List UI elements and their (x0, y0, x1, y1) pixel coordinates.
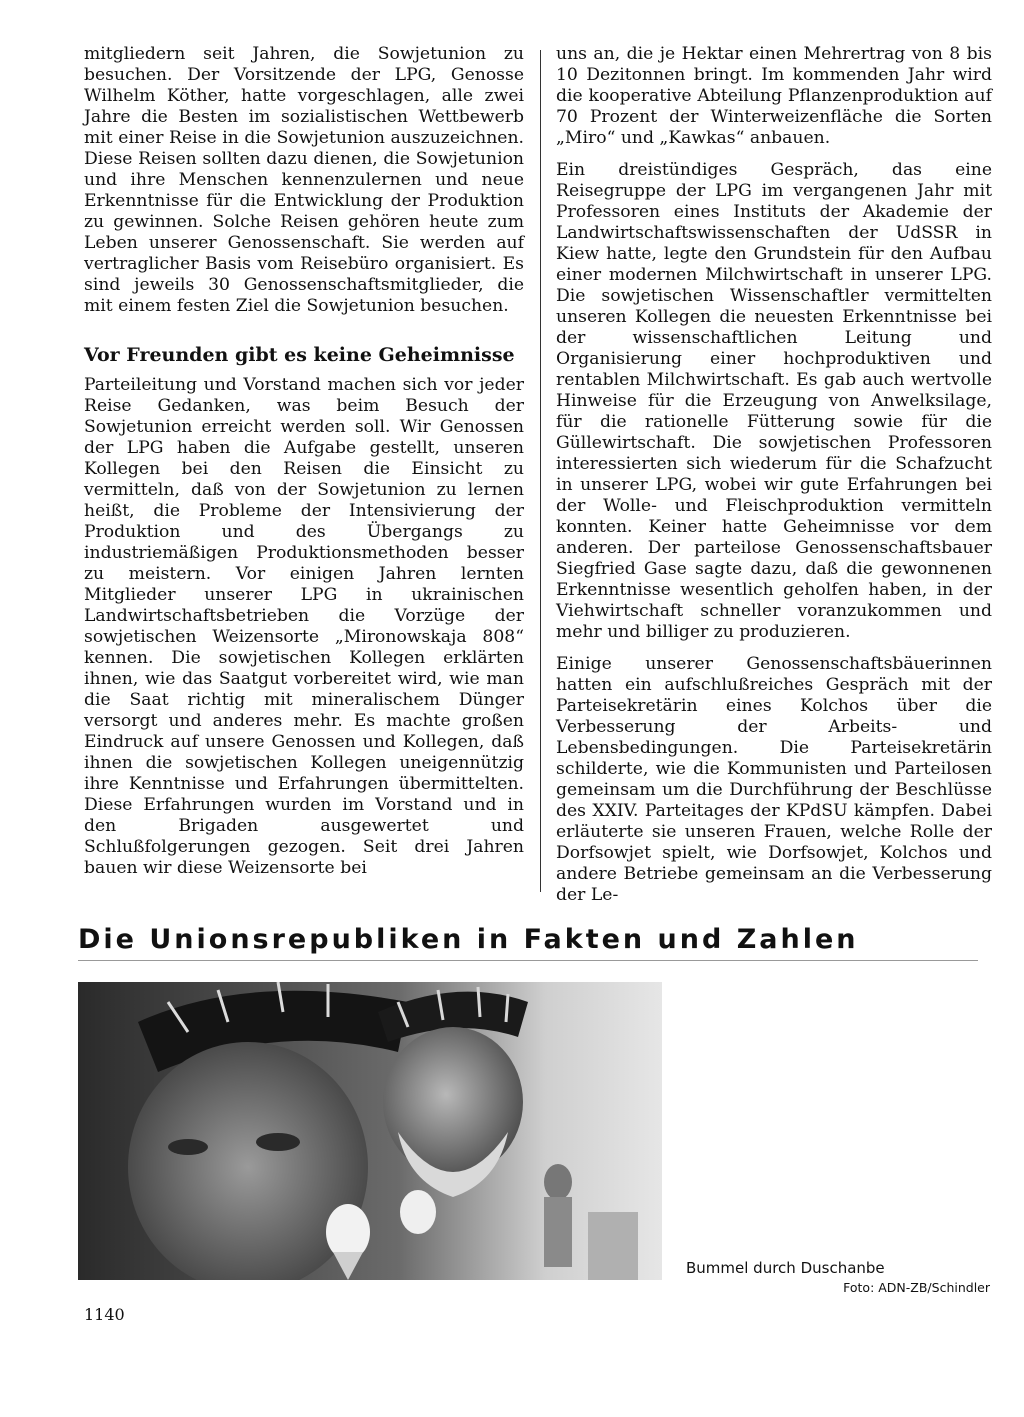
section-banner-title: Die Unionsrepubliken in Fakten und Zahlen (78, 924, 859, 955)
right-paragraph-3: Einige unserer Genossenschaftsbäuerinnen hatten ein aufschlußreiches Gespräch mit der Parteisekretärin eines Kolchos über die Verbesserung der Arbeits- und Lebensbedingungen. Die Parteisekretärin schilderte, wie die Kommunisten und Parteilosen gemeinsam um die Durchführung der Beschlüsse des XXIV. Parteitages der KPdSU kämpfen. Dabei erläuterte sie unseren Frauen, welche Rolle der Dorfsowjet spielt, wie Dorfsowjet, Kolchos und andere Betriebe gemeinsam an die Verbesserung der Le- (556, 654, 992, 905)
photo-two-men (78, 982, 662, 1280)
banner-divider (78, 960, 978, 961)
section-heading: Vor Freunden gibt es keine Geheimnisse (84, 344, 515, 366)
left-column (84, 44, 524, 879)
right-column (556, 44, 992, 906)
left-paragraph-1: mitgliedern seit Jahren, die Sowjetunion zu besuchen. Der Vorsitzende der LPG, Genosse Wilhelm Köther, hatte vorgeschlagen, alle zwei Jahre die Besten im sozialistischen Wettbewerb mit einer Reise in die Sowjetunion auszuzeichnen. Diese Reisen sollten dazu dienen, die Sowjetunion und ihre Menschen kennenzulernen und neue Erkenntnisse für die Entwicklung der Produktion zu gewinnen. Solche Reisen gehören heute zum Leben unserer Genossenschaft. Sie werden auf vertraglicher Basis vom Reisebüro organisiert. Es sind jeweils 30 Genossenschaftsmitglieder, die mit einem festen Ziel die Sowjetunion besuchen. (84, 44, 524, 316)
left-paragraph-2: Parteileitung und Vorstand machen sich vor jeder Reise Gedanken, was beim Besuch der Sowjetunion erreicht werden soll. Wir Genossen der LPG haben die Aufgabe gestellt, unseren Kollegen bei den Reisen die Einsicht zu vermitteln, daß von der Sowjetunion zu lernen heißt, die Probleme der Intensivierung der Produktion und des Übergangs zu industriemäßigen Produktionsmethoden besser zu meistern. Vor einigen Jahren lernten Mitglieder unserer LPG in ukrainischen Landwirtschaftsbetrieben die Vorzüge der sowjetischen Weizensorte „Mironowskaja 808“ kennen. Die sowjetischen Kollegen erklärten ihnen, wie das Saatgut vorbereitet wird, wie man die Saat richtig mit mineralischem Dünger versorgt und anderes mehr. Es machte großen Eindruck auf unsere Genossen und Kollegen, daß ihnen die sowjetischen Kollegen uneigennützig ihre Kenntnisse und Erfahrungen übermittelten. Diese Erfahrungen wurden im Vorstand und in den Brigaden ausgewertet und Schlußfolgerungen gezogen. Seit drei Jahren bauen wir diese Weizensorte bei (84, 375, 524, 878)
page-number: 1140 (84, 1305, 125, 1324)
photo-caption: Bummel durch Duschanbe (686, 1259, 885, 1277)
column-divider (540, 50, 541, 892)
right-paragraph-2: Ein dreistündiges Gespräch, das eine Reisegruppe der LPG im vergangenen Jahr mit Professoren eines Instituts der Akademie der Landwirtschaftswissenschaften der UdSSR in Kiew hatte, legte den Grundstein für den Aufbau einer modernen Milchwirtschaft in unserer LPG. Die sowjetischen Wissenschaftler vermittelten unseren Kollegen die neuesten Erkenntnisse bei der wissenschaftlichen Leitung und Organisierung einer hochproduktiven und rentablen Milchwirtschaft. Es gab auch wertvolle Hinweise für die Erzeugung von Anwelksilage, für die rationelle Fütterung sowie für die Güllewirtschaft. Die sowjetischen Professoren interessierten sich wiederum für die Schafzucht in unserer LPG, wobei wir gute Erfahrungen bei der Wolle- und Fleischproduktion vermitteln konnten. Keiner hatte Geheimnisse vor dem anderen. Der parteilose Genossenschaftsbauer Siegfried Gase sagte dazu, daß die gewonnenen Erkenntnisse wesentlich geholfen haben, in der Viehwirtschaft schneller voranzukommen und mehr und billiger zu produzieren. (556, 160, 992, 642)
right-paragraph-1: uns an, die je Hektar einen Mehrertrag von 8 bis 10 Dezitonnen bringt. Im kommenden Jahr wird die kooperative Abteilung Pflanzenproduktion auf 70 Prozent der Winterweizenfläche die Sorten „Miro“ und „Kawkas“ anbauen. (556, 44, 992, 148)
photo-credit: Foto: ADN-ZB/Schindler (843, 1280, 990, 1295)
